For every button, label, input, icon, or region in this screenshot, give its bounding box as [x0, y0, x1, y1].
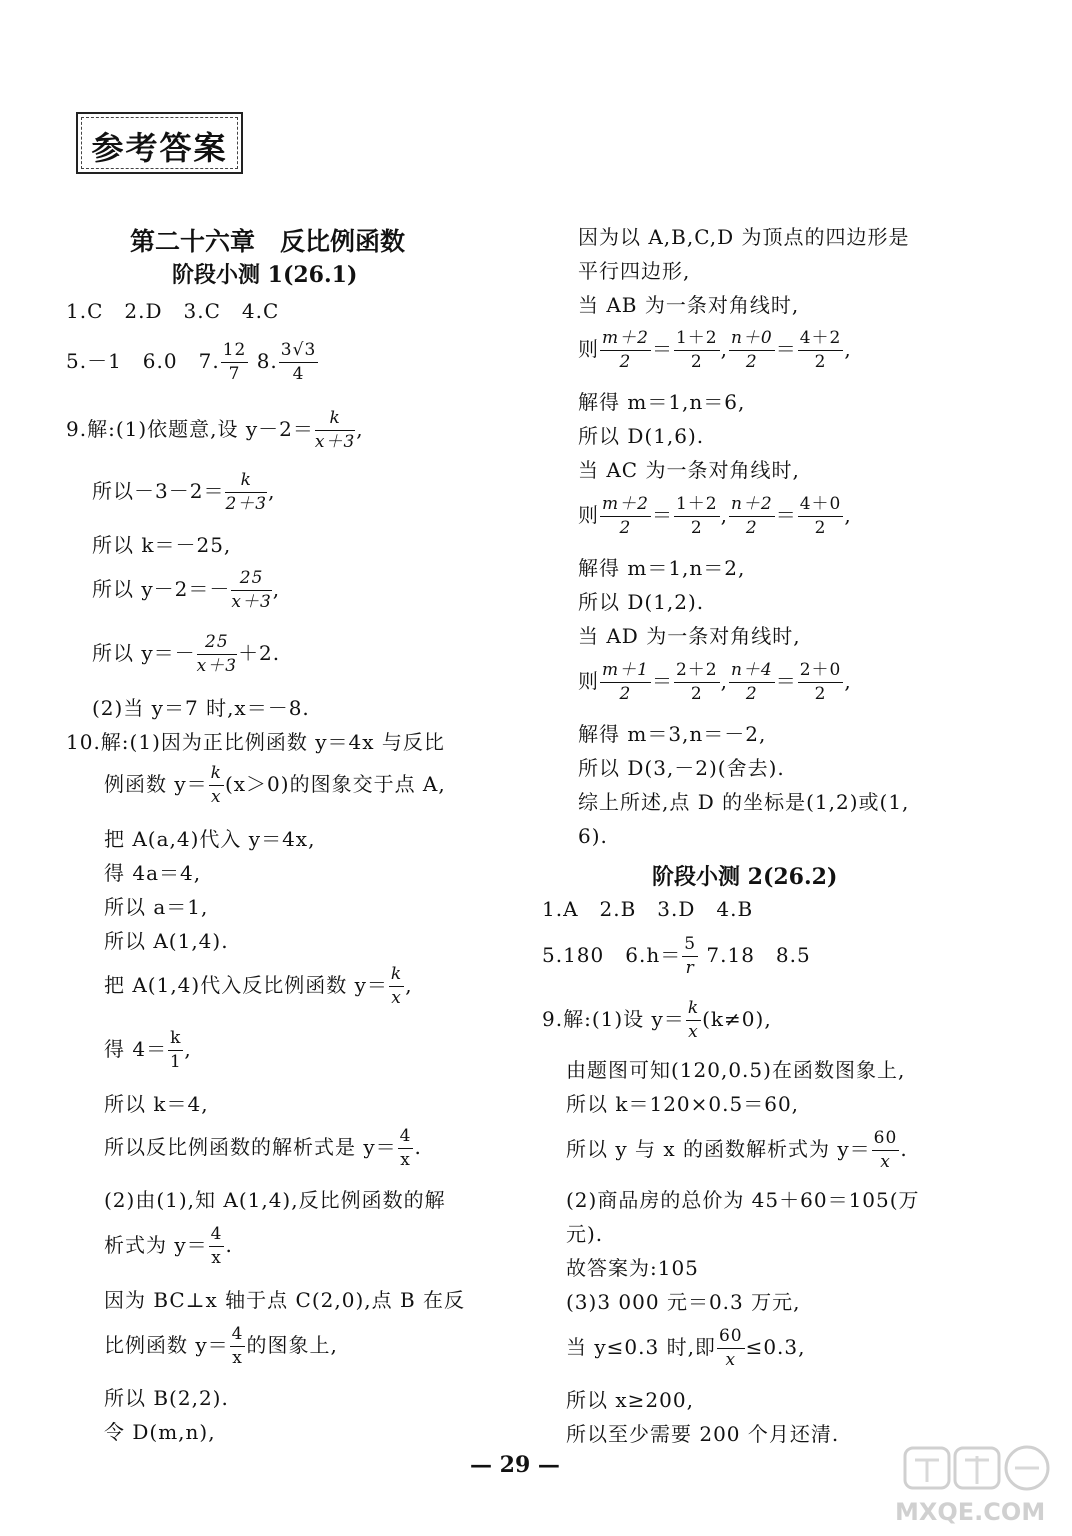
answer-line: 解得 m＝1,n＝2,: [578, 556, 746, 580]
answer-line: 5.－1 6.0 7. $\frac{12}{7}$ 8. $\frac{3√3}{4}$: [66, 340, 317, 384]
answer-line: 得 4＝ $\frac{k}{1}$ ,: [104, 1028, 192, 1072]
answer-line: 解得 m＝3,n＝－2,: [578, 722, 767, 746]
page-number: — 29 —: [470, 1452, 560, 1478]
answer-line: 因为以 A,B,C,D 为顶点的四边形是: [578, 225, 910, 249]
answer-line: 当 AC 为一条对角线时,: [578, 458, 800, 482]
answer-line: 当 AB 为一条对角线时,: [578, 293, 800, 317]
watermark-text: MXQE.COM: [895, 1498, 1046, 1526]
answer-line: 比例函数 y＝ $\frac{4}{x}$ 的图象上,: [104, 1324, 338, 1368]
answer-line: 所以 D(1,2).: [578, 590, 705, 614]
answer-key-heading-box: [76, 112, 243, 174]
answer-line: 1.C 2.D 3.C 4.C: [66, 299, 280, 323]
answer-line: 解得 m＝1,n＝6,: [578, 390, 746, 414]
answer-line: 平行四边形,: [578, 259, 691, 283]
answer-line: 故答案为:105: [566, 1256, 699, 1280]
answer-line: 1.A 2.B 3.D 4.B: [542, 897, 754, 921]
section2-title: 阶段小测 2(26.2): [652, 864, 838, 890]
answer-line: 所以 A(1,4).: [104, 929, 229, 953]
answer-line: (2)由(1),知 A(1,4),反比例函数的解: [104, 1188, 446, 1212]
chapter-title: 第二十六章 反比例函数: [130, 227, 406, 256]
answer-line: 所以反比例函数的解析式是 y＝ $\frac{4}{x}$ .: [104, 1126, 422, 1170]
answer-line: 10.解:(1)因为正比例函数 y＝4x 与反比: [66, 730, 445, 754]
answer-line: 6).: [578, 824, 608, 848]
answer-line: 所以－3－2＝ $\frac{k}{2+3}$ ,: [92, 470, 276, 514]
answer-line: 当 y≤0.3 时,即 $\frac{60}{x}$ ≤0.3,: [566, 1326, 806, 1370]
answer-line: 综上所述,点 D 的坐标是(1,2)或(1,: [578, 790, 910, 814]
answer-line: (2)当 y＝7 时,x＝－8.: [92, 696, 310, 720]
answer-line: 则 $\frac{m+2}{2}$ ＝ $\frac{1+2}{2}$ , $\frac{n+2}{2}$ ＝ $\frac{4+0}{2}$ ,: [578, 494, 852, 538]
answer-line: (2)商品房的总价为 45＋60＝105(万: [566, 1188, 920, 1212]
answer-line: 把 A(1,4)代入反比例函数 y＝ $\frac{k}{x}$ ,: [104, 964, 413, 1008]
watermark-logo: [887, 1444, 1062, 1530]
answer-line: 所以至少需要 200 个月还清.: [566, 1422, 840, 1446]
section1-title: 阶段小测 1(26.1): [172, 262, 358, 288]
answer-line: 所以 x≥200,: [566, 1388, 694, 1412]
answer-line: 5.180 6.h＝ $\frac{5}{r}$ 7.18 8.5: [542, 934, 811, 978]
answer-line: 因为 BC⊥x 轴于点 C(2,0),点 B 在反: [104, 1288, 466, 1312]
answer-line: 9.解:(1)设 y＝ $\frac{k}{x}$ (k≠0),: [542, 998, 772, 1042]
answer-line: 得 4a＝4,: [104, 861, 202, 885]
answer-line: 所以 a＝1,: [104, 895, 209, 919]
answer-line: 所以 B(2,2).: [104, 1386, 229, 1410]
answer-line: 9.解:(1)依题意,设 y－2＝ $\frac{k}{x+3}$ ,: [66, 408, 364, 452]
answer-line: 所以 y－2＝－ $\frac{25}{x+3}$ ,: [92, 568, 281, 612]
answer-line: 析式为 y＝ $\frac{4}{x}$ .: [104, 1224, 233, 1268]
page-title: 参考答案: [91, 129, 228, 167]
answer-line: 则 $\frac{m+2}{2}$ ＝ $\frac{1+2}{2}$ , $\frac{n+0}{2}$ ＝ $\frac{4+2}{2}$ ,: [578, 328, 852, 372]
answer-line: 所以 k＝4,: [104, 1092, 209, 1116]
answer-line: 令 D(m,n),: [104, 1420, 216, 1444]
answer-line: 由题图可知(120,0.5)在函数图象上,: [566, 1058, 906, 1082]
answer-line: 则 $\frac{m+1}{2}$ ＝ $\frac{2+2}{2}$ , $\frac{n+4}{2}$ ＝ $\frac{2+0}{2}$ ,: [578, 660, 852, 704]
answer-line: 所以 y＝－ $\frac{25}{x+3}$ ＋2.: [92, 632, 281, 676]
answer-line: 所以 y 与 x 的函数解析式为 y＝ $\frac{60}{x}$ .: [566, 1128, 908, 1172]
answer-line: (3)3 000 元＝0.3 万元,: [566, 1290, 801, 1314]
answer-line: 所以 k＝－25,: [92, 533, 232, 557]
answer-line: 把 A(a,4)代入 y＝4x,: [104, 827, 316, 851]
answer-line: 所以 D(1,6).: [578, 424, 705, 448]
answer-line: 例函数 y＝ $\frac{k}{x}$ (x＞0)的图象交于点 A,: [104, 763, 446, 807]
answer-line: 元).: [566, 1222, 604, 1246]
answer-line: 所以 k＝120×0.5＝60,: [566, 1092, 800, 1116]
answer-line: 当 AD 为一条对角线时,: [578, 624, 801, 648]
answer-line: 所以 D(3,－2)(舍去).: [578, 756, 785, 780]
